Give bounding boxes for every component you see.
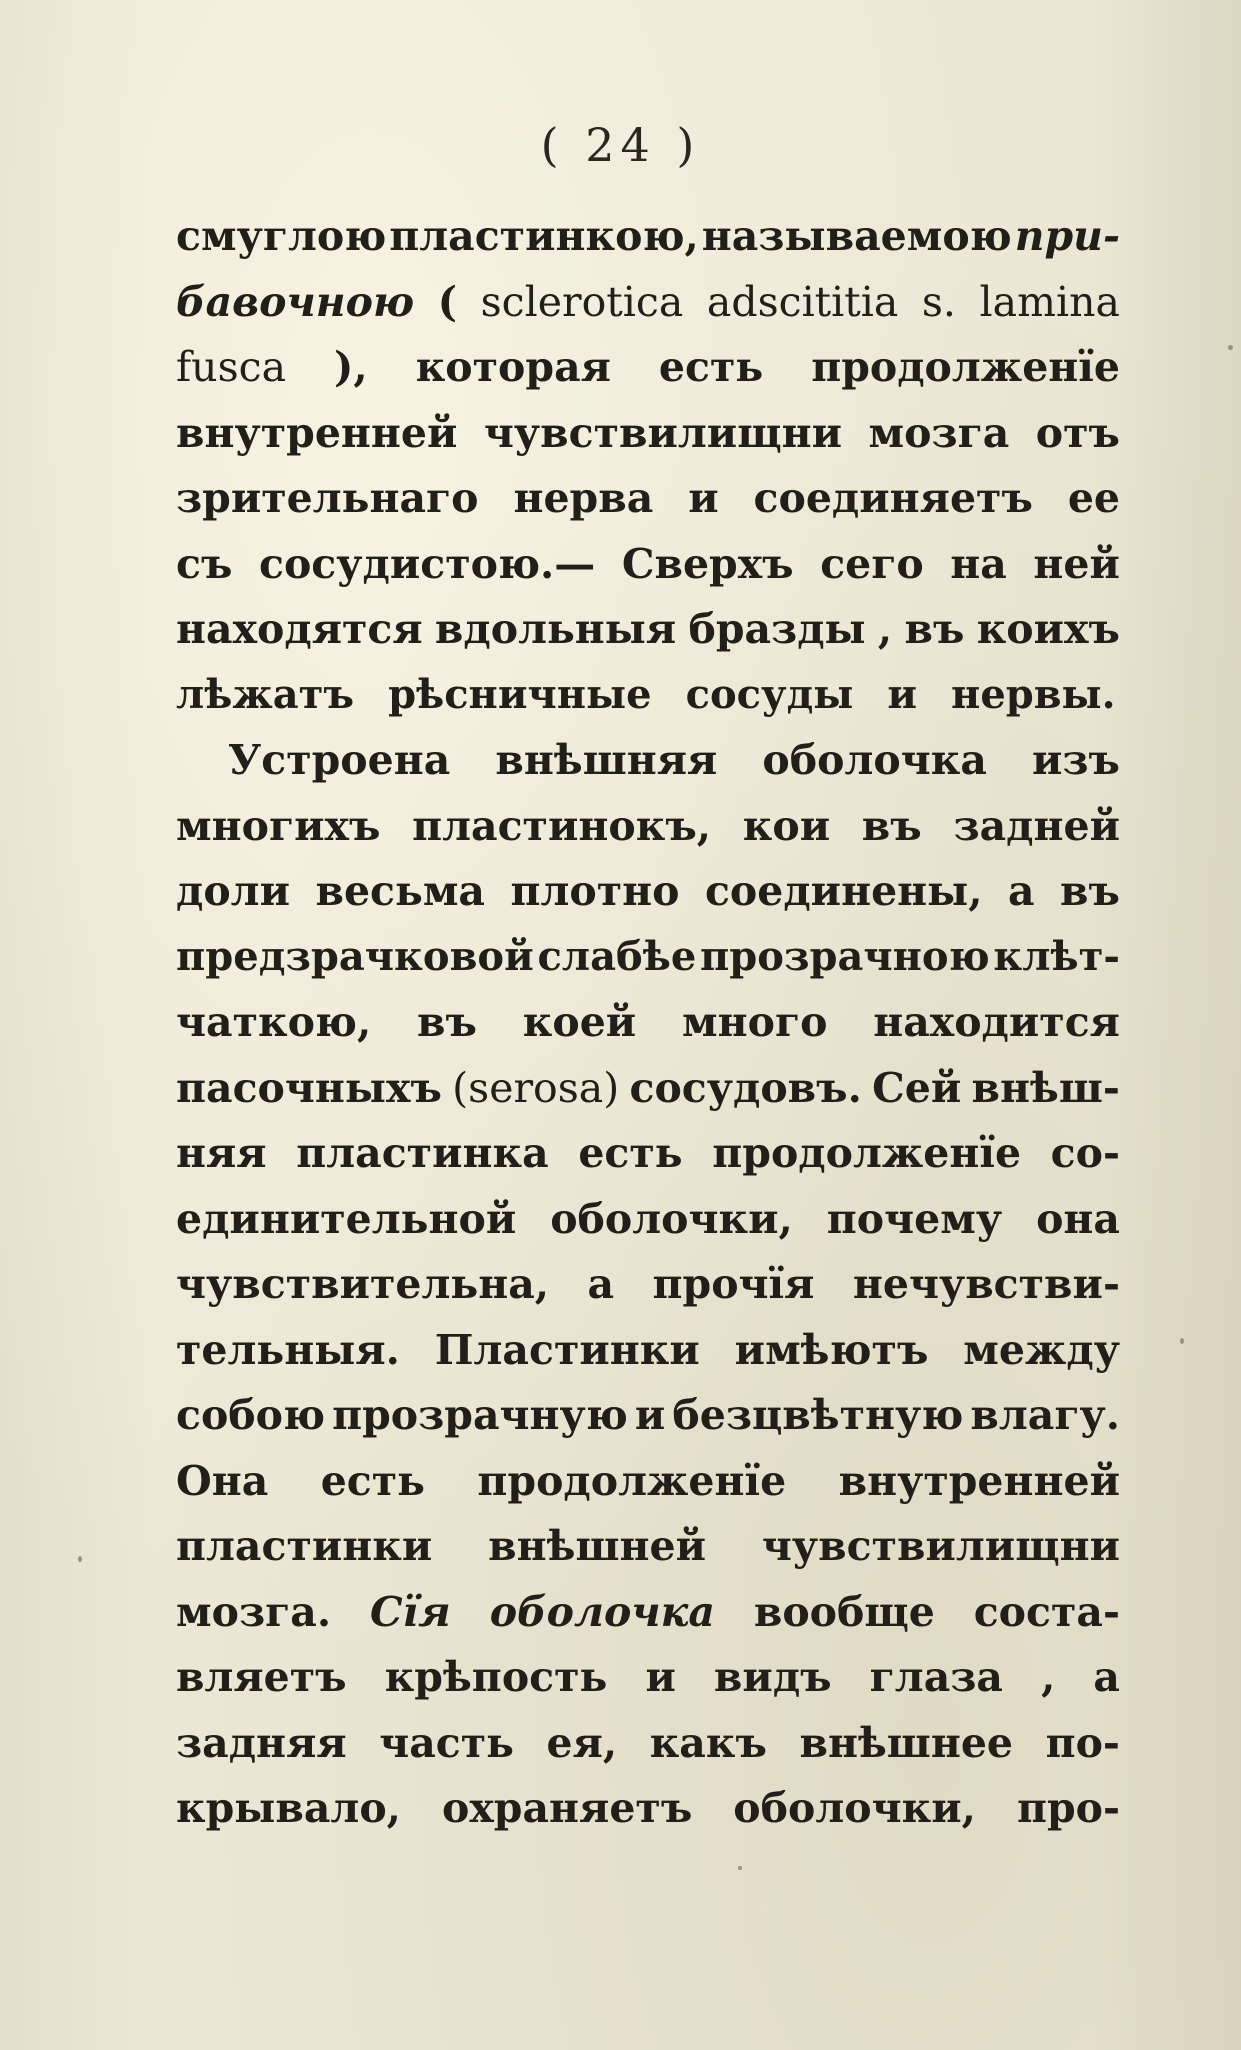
word: сего [820, 539, 924, 588]
word: а [587, 1260, 615, 1308]
word: находятся [176, 605, 423, 653]
word: пластинкою, [389, 212, 699, 260]
word: изъ [1031, 736, 1120, 784]
word: пасочныхъ [176, 1063, 442, 1112]
word: а [1008, 867, 1035, 915]
word: сосудовъ. [629, 1063, 862, 1112]
word: , [877, 605, 893, 653]
word: чувствилищни [483, 408, 842, 457]
word: Устроена [228, 736, 451, 784]
word: внѣшняя [495, 736, 718, 784]
word: соста- [973, 1587, 1120, 1636]
word: оболочки, [550, 1194, 793, 1243]
word: вляетъ [176, 1653, 347, 1701]
word: Сверхъ [621, 539, 794, 588]
word: называемою [701, 212, 1012, 260]
text-line-3 [176, 343, 1120, 409]
text-line-21 [176, 1522, 1120, 1588]
word: имѣютъ [734, 1325, 929, 1374]
text-line-9 [176, 736, 1120, 802]
word: предзрачковой [176, 932, 534, 980]
word: про- [1016, 1784, 1120, 1832]
text-line-11 [176, 867, 1120, 933]
word: чувствительна, [176, 1260, 550, 1308]
word: внѣшнее [799, 1718, 1014, 1767]
text-line-17 [176, 1260, 1120, 1326]
word: съ [176, 539, 233, 588]
word: а [1093, 1653, 1120, 1701]
word: она [1036, 1194, 1120, 1243]
word: коихъ [976, 605, 1120, 653]
word: отъ [1035, 408, 1120, 457]
word: кои [742, 801, 831, 850]
word: fusca [176, 343, 287, 391]
word: при- [1014, 212, 1120, 260]
word: , [1041, 1653, 1056, 1701]
word: смуглою [176, 212, 387, 260]
word: рѣсничные [388, 670, 652, 718]
word: есть [578, 1129, 683, 1177]
word: которая [415, 343, 611, 391]
word: единительной [176, 1194, 517, 1243]
word: находится [873, 998, 1120, 1046]
word: весьма [315, 867, 485, 915]
word: крывало, [176, 1784, 401, 1832]
text-line-24 [176, 1719, 1120, 1785]
word: нечувстви- [852, 1260, 1120, 1308]
word: сосудистою.— [258, 539, 596, 588]
word: продолженїе [477, 1456, 787, 1505]
word: соединены, [704, 867, 983, 915]
word: нерва [513, 474, 654, 522]
text-line-25 [176, 1784, 1120, 1850]
word: Пластинки [434, 1325, 700, 1374]
word: няя [176, 1129, 267, 1177]
word: и [645, 1653, 676, 1701]
word: внутренней [838, 1456, 1120, 1505]
word: и [688, 474, 719, 522]
word: тельныя. [176, 1325, 400, 1374]
text-line-12 [176, 933, 1120, 999]
word: клѣт- [993, 932, 1120, 980]
word: задней [953, 801, 1120, 850]
word: по- [1045, 1718, 1120, 1767]
word: sclerotica [480, 277, 684, 326]
word: lamina [979, 277, 1120, 326]
word: задняя [176, 1718, 347, 1767]
word: оболочки, [733, 1784, 976, 1832]
word: Она [176, 1456, 269, 1505]
word: adscititia [706, 277, 899, 326]
word: бавочною [176, 277, 415, 326]
text-line-19 [176, 1391, 1120, 1457]
word: оболочка [762, 736, 987, 784]
word: мозга. [176, 1587, 332, 1636]
word: пластинка [296, 1129, 549, 1177]
body-text [176, 212, 1120, 1850]
word: прозрачную [332, 1391, 628, 1439]
word: вдольныя [434, 605, 677, 653]
word: видъ [713, 1653, 832, 1701]
word: есть [658, 343, 764, 391]
word: и [634, 1391, 666, 1439]
paper-speck [738, 1866, 742, 1870]
word: охраняетъ [442, 1784, 693, 1832]
text-line-1 [176, 212, 1120, 278]
word: между [963, 1325, 1120, 1374]
word: въ [861, 801, 922, 850]
word: нервы. [951, 670, 1116, 718]
text-line-10 [176, 802, 1120, 868]
word: продолженїе [712, 1129, 1022, 1177]
word: и [887, 670, 918, 718]
word: прочїя [652, 1260, 815, 1308]
word: чувствилищни [761, 1522, 1120, 1570]
word: доли [176, 867, 290, 915]
text-line-22 [176, 1588, 1120, 1654]
word: ея, [546, 1718, 618, 1767]
word: чаткою, [176, 998, 372, 1046]
text-line-18 [176, 1326, 1120, 1392]
word: ), [334, 343, 368, 391]
word: много [681, 998, 828, 1046]
text-line-6 [176, 540, 1120, 606]
word: ( [437, 277, 458, 326]
word: влагу. [970, 1391, 1120, 1439]
word: Сей [872, 1063, 962, 1112]
paper-speck [1180, 1338, 1184, 1344]
word: бразды [688, 605, 866, 653]
word: внутренней [176, 408, 458, 457]
word: s. [921, 277, 956, 326]
word: продолженїе [811, 343, 1120, 391]
word: собою [176, 1391, 326, 1439]
word: (serosa) [452, 1063, 620, 1112]
text-line-14 [176, 1064, 1120, 1130]
text-line-13 [176, 998, 1120, 1064]
page-number: ( 24 ) [540, 118, 701, 172]
word: сосуды [685, 670, 854, 718]
word: оболочка [489, 1587, 715, 1636]
paper-speck [78, 1556, 82, 1562]
word: прозрачною [700, 932, 990, 980]
word: въ [417, 998, 477, 1046]
word: какъ [649, 1718, 767, 1767]
text-line-15 [176, 1129, 1120, 1195]
text-line-2 [176, 278, 1120, 344]
text-line-20 [176, 1457, 1120, 1523]
word: внѣшней [488, 1522, 707, 1570]
word: лѣжатъ [176, 670, 355, 718]
word: крѣпость [384, 1653, 608, 1701]
word: плотно [510, 867, 680, 915]
text-line-7 [176, 605, 1120, 671]
word: почему [826, 1194, 1003, 1243]
word: внѣш- [971, 1063, 1120, 1112]
word: соединяетъ [753, 474, 1033, 522]
word: ней [1033, 539, 1120, 588]
word: Сїя [369, 1587, 451, 1636]
paper-speck [1228, 345, 1233, 350]
word: вообще [753, 1587, 935, 1636]
word: часть [379, 1718, 514, 1767]
word: мозга [868, 408, 1010, 457]
text-line-8 [176, 671, 1120, 737]
word: глаза [869, 1653, 1004, 1701]
word: въ [904, 605, 965, 653]
text-line-4 [176, 409, 1120, 475]
word: пластинокъ, [412, 801, 712, 850]
word: на [950, 539, 1007, 588]
text-line-23 [176, 1653, 1120, 1719]
word: многихъ [176, 801, 381, 850]
word: слабѣе [537, 932, 697, 980]
word: зрительнаго [176, 474, 479, 522]
word: коей [522, 998, 637, 1046]
text-line-16 [176, 1195, 1120, 1261]
word: въ [1060, 867, 1120, 915]
word: ее [1067, 474, 1120, 522]
word: есть [320, 1456, 425, 1505]
word: со- [1050, 1129, 1120, 1177]
text-line-5 [176, 474, 1120, 540]
word: безцвѣтную [672, 1391, 964, 1439]
word: пластинки [176, 1522, 433, 1570]
